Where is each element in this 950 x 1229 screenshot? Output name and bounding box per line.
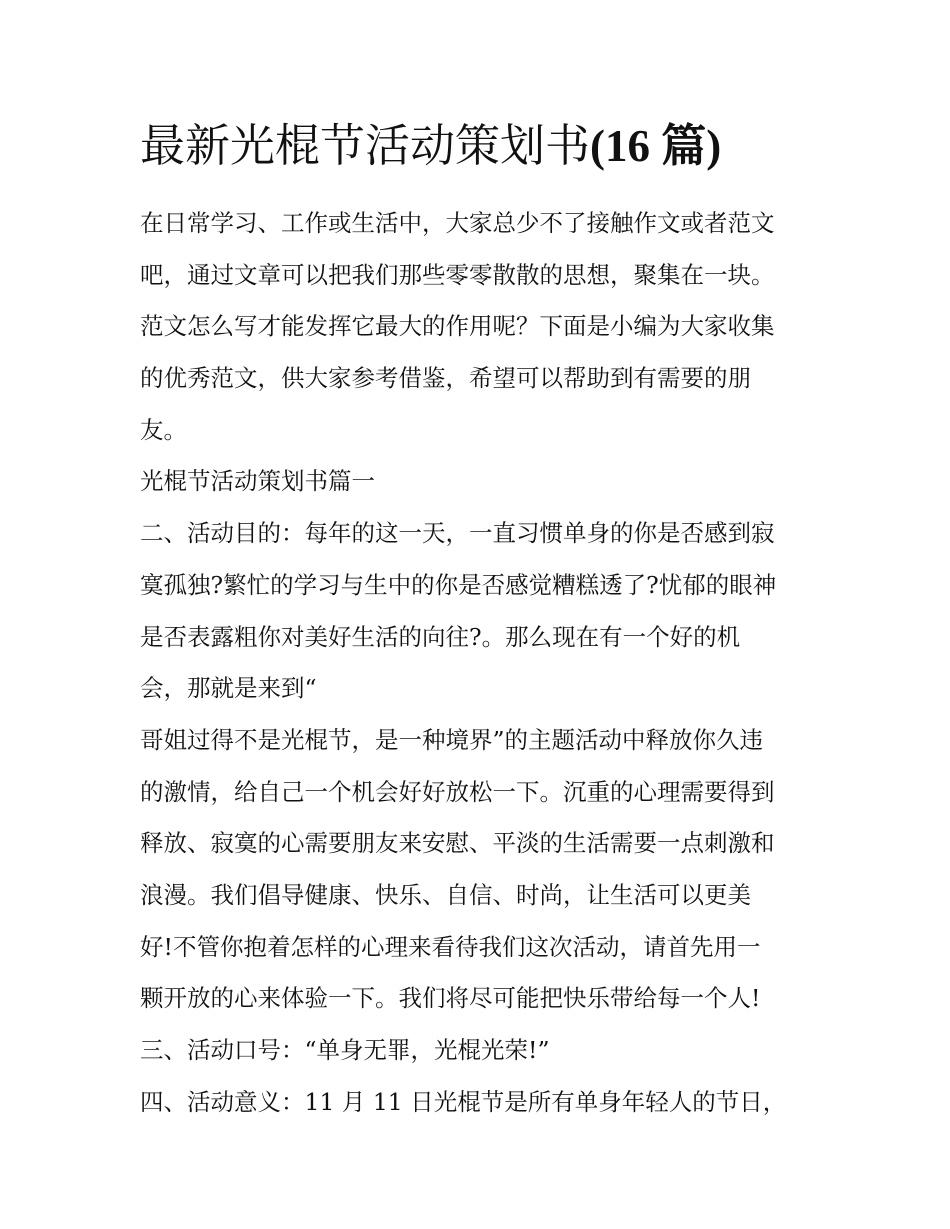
paragraph-line: 寞孤独?繁忙的学习与生中的你是否感觉糟糕透了?忧郁的眼神 bbox=[140, 570, 777, 599]
paragraph-line: 友。 bbox=[140, 415, 187, 444]
paragraph-line: 释放、寂寞的心需要朋友来安慰、平淡的生活需要一点刺激和 bbox=[140, 829, 775, 858]
paragraph-line: 四、活动意义：11 月 11 日光棍节是所有单身年轻人的节日， bbox=[140, 1087, 787, 1116]
paragraph-line: 是否表露粗你对美好生活的向往?。那么现在有一个好的机 bbox=[140, 622, 741, 651]
paragraph-line: 颗开放的心来体验一下。我们将尽可能把快乐带给每一个人! bbox=[140, 984, 761, 1013]
document-title-main: 最新光棍节活动策划书 bbox=[140, 119, 591, 172]
paragraph-line: 在日常学习、工作或生活中，大家总少不了接触作文或者范文 bbox=[140, 209, 775, 237]
paragraph-line: 的激情，给自己一个机会好好放松一下。沉重的心理需要得到 bbox=[140, 777, 775, 806]
paragraph-line: 哥姐过得不是光棍节，是一种境界”的主题活动中释放你久违 bbox=[140, 725, 764, 754]
paragraph-line: 二、活动目的：每年的这一天，一直习惯单身的你是否感到寂 bbox=[140, 519, 775, 548]
section-heading: 光棍节活动策划书篇一 bbox=[140, 467, 375, 496]
document-body bbox=[140, 198, 820, 1128]
paragraph-line: 的优秀范文，供大家参考借鉴，希望可以帮助到有需要的朋 bbox=[140, 364, 751, 393]
paragraph-line: 浪漫。我们倡导健康、快乐、自信、时尚，让生活可以更美 bbox=[140, 880, 751, 909]
document-title-suffix: (16 篇) bbox=[590, 121, 722, 171]
paragraph-line: 吧，通过文章可以把我们那些零零散散的思想，聚集在一块。 bbox=[140, 260, 775, 289]
paragraph-line: 范文怎么写才能发挥它最大的作用呢？下面是小编为大家收集 bbox=[140, 312, 775, 341]
paragraph-line: 三、活动口号：“单身无罪，光棍光荣!” bbox=[140, 1036, 550, 1064]
paragraph-line: 会，那就是来到“ bbox=[140, 674, 317, 703]
paragraph-line: 好!不管你抱着怎样的心理来看待我们这次活动，请首先用一 bbox=[140, 932, 761, 961]
document-title bbox=[140, 116, 840, 176]
